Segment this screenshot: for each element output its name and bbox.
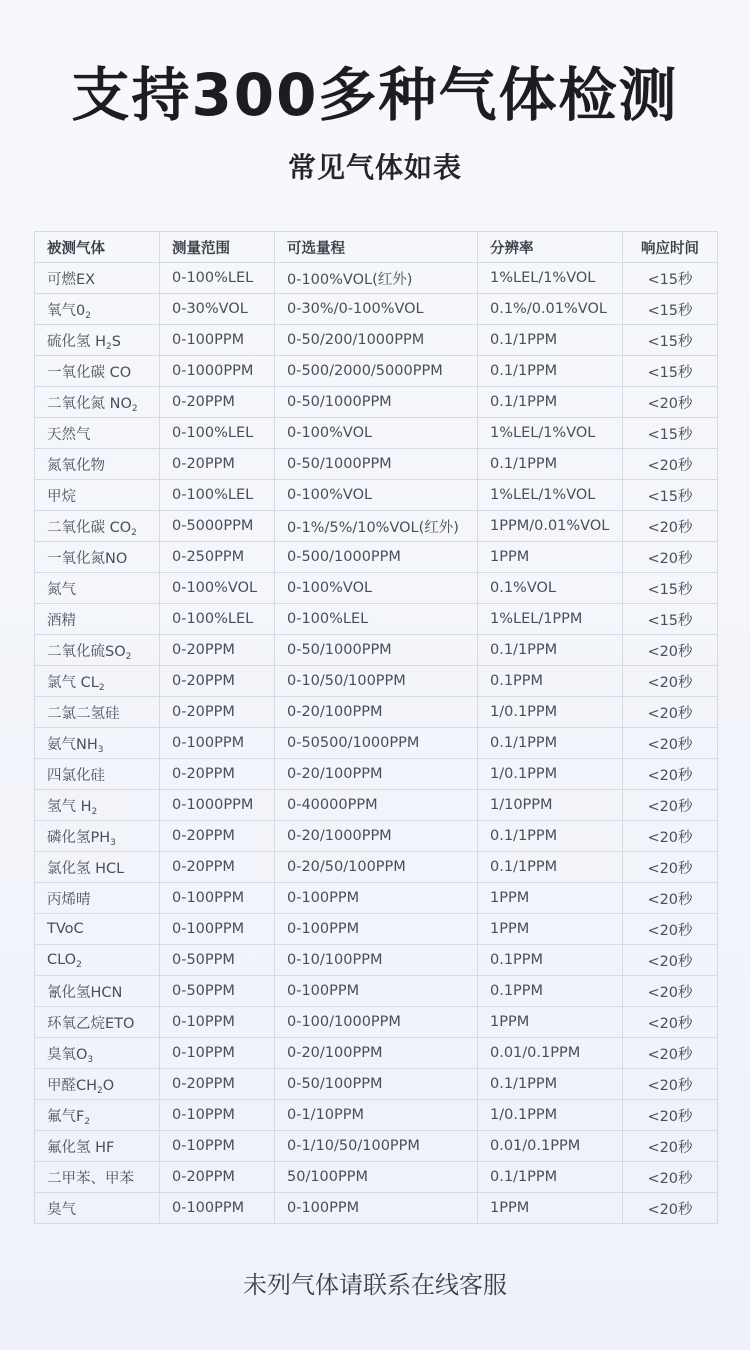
table-row [35,263,718,294]
gas-name-text: 四氯化硅 [47,767,105,784]
cell-optional-range: 0-500/2000/5000PPM [275,356,478,387]
cell-measure-range: 0-50PPM [160,945,275,976]
cell-gas-name [35,573,160,604]
cell-optional-range: 0-500/1000PPM [275,542,478,573]
cell-response-time: <15秒 [623,294,718,325]
cell-measure-range: 0-100PPM [160,1193,275,1224]
cell-measure-range: 0-20PPM [160,697,275,728]
cell-response-time: <20秒 [623,449,718,480]
cell-response-time: <20秒 [623,914,718,945]
cell-gas-name [35,1131,160,1162]
table-row [35,1162,718,1193]
cell-optional-range: 0-20/100PPM [275,1038,478,1069]
gas-name-text: O [102,1077,115,1094]
cell-resolution: 1/0.1PPM [478,759,623,790]
gas-name-text: 可燃EX [47,271,96,288]
page-title: 支持300多种气体检测 [71,61,679,129]
cell-measure-range: 0-20PPM [160,1162,275,1193]
cell-gas-name [35,480,160,511]
gas-subscript: 2 [84,1116,91,1127]
cell-optional-range: 0-20/50/100PPM [275,852,478,883]
cell-optional-range: 0-100PPM [275,914,478,945]
gas-name-text: S [111,333,121,350]
gas-name-text: 硫化氢 H [47,333,107,350]
cell-measure-range: 0-1000PPM [160,356,275,387]
cell-measure-range: 0-20PPM [160,635,275,666]
gas-name-text: 二氧化碳 CO [47,519,132,536]
gas-name-text: 氟化氢 HF [47,1139,115,1156]
cell-optional-range: 0-30%/0-100%VOL [275,294,478,325]
gas-subscript: 2 [97,1085,103,1096]
cell-resolution: 1%LEL/1%VOL [478,480,623,511]
cell-gas-name [35,697,160,728]
gas-name-text: 环氧乙烷ETO [47,1015,135,1032]
cell-resolution: 0.1/1PPM [478,1069,623,1100]
table-header-row [35,232,718,263]
cell-gas-name [35,1162,160,1193]
gas-name-text: 氢气 H [47,798,92,815]
cell-response-time: <15秒 [623,356,718,387]
cell-resolution: 1%LEL/1%VOL [478,263,623,294]
cell-gas-name [35,821,160,852]
cell-response-time: <15秒 [623,604,718,635]
gas-name-text: 天然气 [47,426,91,443]
cell-measure-range: 0-100%LEL [160,418,275,449]
cell-gas-name [35,790,160,821]
gas-subscript: 2 [76,960,82,970]
cell-response-time: <15秒 [623,263,718,294]
cell-resolution: 0.1/1PPM [478,325,623,356]
gas-subscript: 3 [110,837,116,848]
cell-response-time: <15秒 [623,573,718,604]
cell-resolution: 0.1/1PPM [478,449,623,480]
cell-resolution: 0.01/0.1PPM [478,1038,623,1069]
header-optional-range: 可选量程 [275,232,478,263]
cell-measure-range: 0-100%LEL [160,604,275,635]
cell-optional-range: 0-10/50/100PPM [275,666,478,697]
table-row [35,1038,718,1069]
cell-measure-range: 0-100%LEL [160,263,275,294]
gas-name-text: 一氧化氮NO [47,550,128,567]
table-row [35,1069,718,1100]
gas-name-text: 二甲苯、甲苯 [47,1170,134,1187]
footer-note: 未列气体请联系在线客服 [243,1271,507,1299]
cell-resolution: 1PPM [478,1007,623,1038]
cell-resolution: 0.1/1PPM [478,728,623,759]
cell-gas-name [35,1100,160,1131]
cell-resolution: 0.1PPM [478,945,623,976]
gas-table-container [34,231,717,1224]
cell-optional-range: 0-20/100PPM [275,759,478,790]
cell-optional-range: 0-50/100PPM [275,1069,478,1100]
cell-gas-name [35,387,160,418]
gas-name-text: 磷化氢PH [47,829,111,846]
cell-gas-name [35,852,160,883]
table-row [35,914,718,945]
cell-measure-range: 0-10PPM [160,1038,275,1069]
cell-optional-range: 0-100PPM [275,1193,478,1224]
cell-response-time: <20秒 [623,728,718,759]
table-row [35,883,718,914]
cell-response-time: <20秒 [623,883,718,914]
cell-resolution: 0.1%VOL [478,573,623,604]
gas-subscript: 2 [91,806,98,817]
cell-optional-range: 0-100%VOL [275,480,478,511]
table-row [35,418,718,449]
cell-gas-name [35,759,160,790]
cell-response-time: <20秒 [623,1038,718,1069]
table-row [35,356,718,387]
cell-measure-range: 0-250PPM [160,542,275,573]
cell-resolution: 0.01/0.1PPM [478,1131,623,1162]
gas-name-text: 丙烯晴 [47,891,91,908]
gas-name-text: 氟气F [47,1108,85,1125]
cell-resolution: 1%LEL/1PPM [478,604,623,635]
gas-name-text: 二氧化氮 NO [47,395,132,412]
cell-gas-name [35,945,160,976]
cell-gas-name [35,263,160,294]
gas-subscript: 2 [106,341,112,352]
cell-response-time: <20秒 [623,1162,718,1193]
gas-name-text: 氮氧化物 [47,457,105,474]
cell-measure-range: 0-100PPM [160,325,275,356]
table-row [35,1100,718,1131]
cell-optional-range: 0-50/1000PPM [275,635,478,666]
gas-name-text: 氰化氢HCN [47,984,123,1001]
cell-gas-name [35,1007,160,1038]
cell-resolution: 0.1/1PPM [478,387,623,418]
cell-response-time: <20秒 [623,511,718,542]
cell-gas-name [35,635,160,666]
cell-gas-name [35,883,160,914]
cell-measure-range: 0-20PPM [160,449,275,480]
cell-response-time: <20秒 [623,1131,718,1162]
cell-response-time: <20秒 [623,790,718,821]
header-measure-range: 测量范围 [160,232,275,263]
table-row [35,759,718,790]
cell-optional-range: 0-100%VOL(红外) [275,263,478,294]
table-row [35,945,718,976]
gas-name-text: 甲烷 [47,488,76,505]
table-row [35,790,718,821]
cell-resolution: 1PPM [478,542,623,573]
gas-name-text: 酒精 [47,612,76,629]
cell-gas-name [35,542,160,573]
cell-measure-range: 0-100PPM [160,883,275,914]
cell-gas-name [35,418,160,449]
cell-gas-name [35,356,160,387]
cell-measure-range: 0-30%VOL [160,294,275,325]
cell-resolution: 0.1%/0.01%VOL [478,294,623,325]
gas-name-text: CLO [47,952,77,968]
cell-response-time: <20秒 [623,697,718,728]
cell-measure-range: 0-10PPM [160,1131,275,1162]
header-resolution: 分辨率 [478,232,623,263]
cell-response-time: <20秒 [623,1193,718,1224]
cell-measure-range: 0-100%VOL [160,573,275,604]
table-row [35,480,718,511]
cell-resolution: 0.1PPM [478,666,623,697]
cell-optional-range: 0-100PPM [275,883,478,914]
gas-name-text: 氮气 [47,581,76,598]
table-row [35,387,718,418]
table-row [35,449,718,480]
table-row [35,573,718,604]
cell-gas-name [35,666,160,697]
page-subtitle: 常见气体如表 [287,151,462,184]
table-body [35,263,718,1224]
cell-resolution: 0.1PPM [478,976,623,1007]
cell-resolution: 0.1/1PPM [478,852,623,883]
cell-measure-range: 0-10PPM [160,1100,275,1131]
gas-name-text: 一氧化碳 CO [47,364,132,381]
gas-subscript: 2 [125,651,132,662]
gas-name-text: 二氯二氢硅 [47,705,120,722]
cell-response-time: <15秒 [623,480,718,511]
cell-optional-range: 50/100PPM [275,1162,478,1193]
cell-optional-range: 0-100%VOL [275,573,478,604]
table-row [35,635,718,666]
gas-name-text: 氯化氢 HCL [47,860,125,877]
table-row [35,604,718,635]
cell-gas-name [35,728,160,759]
cell-resolution: 0.1/1PPM [478,1162,623,1193]
gas-name-text: 甲醛CH [47,1077,98,1094]
cell-resolution: 0.1/1PPM [478,635,623,666]
cell-response-time: <20秒 [623,635,718,666]
gas-table [34,231,718,1224]
cell-response-time: <20秒 [623,976,718,1007]
gas-name-text: 二氧化硫SO [47,643,126,660]
cell-measure-range: 0-100PPM [160,728,275,759]
cell-resolution: 1/0.1PPM [478,1100,623,1131]
cell-gas-name [35,1069,160,1100]
cell-measure-range: 0-20PPM [160,666,275,697]
gas-subscript: 2 [131,527,137,538]
cell-response-time: <20秒 [623,759,718,790]
cell-measure-range: 0-100PPM [160,914,275,945]
cell-resolution: 1PPM [478,1193,623,1224]
gas-name-text: TVoC [47,921,84,937]
gas-name-text: 臭气 [47,1201,76,1218]
cell-resolution: 1/0.1PPM [478,697,623,728]
table-row [35,542,718,573]
cell-resolution: 1%LEL/1%VOL [478,418,623,449]
gas-subscript: 2 [131,403,138,414]
cell-optional-range: 0-50/200/1000PPM [275,325,478,356]
gas-name-text: 氨气NH [47,736,98,753]
cell-optional-range: 0-50500/1000PPM [275,728,478,759]
table-row [35,666,718,697]
gas-subscript: 3 [97,744,104,755]
table-row [35,697,718,728]
cell-measure-range: 0-1000PPM [160,790,275,821]
cell-resolution: 1PPM [478,883,623,914]
gas-name-text: 氧气0 [47,302,86,319]
cell-response-time: <15秒 [623,418,718,449]
table-row [35,1131,718,1162]
cell-gas-name [35,325,160,356]
cell-resolution: 0.1/1PPM [478,356,623,387]
gas-name-text: 氯气 CL [47,674,99,691]
cell-measure-range: 0-10PPM [160,1007,275,1038]
cell-optional-range: 0-1/10/50/100PPM [275,1131,478,1162]
table-row [35,821,718,852]
cell-measure-range: 0-20PPM [160,1069,275,1100]
cell-optional-range: 0-50/1000PPM [275,387,478,418]
table-row [35,976,718,1007]
table-row [35,325,718,356]
cell-optional-range: 0-1%/5%/10%VOL(红外) [275,511,478,542]
table-row [35,1007,718,1038]
cell-measure-range: 0-20PPM [160,387,275,418]
cell-response-time: <20秒 [623,945,718,976]
table-row [35,852,718,883]
gas-name-text: 臭氧O [47,1046,88,1063]
cell-measure-range: 0-20PPM [160,759,275,790]
cell-optional-range: 0-100PPM [275,976,478,1007]
cell-resolution: 1/10PPM [478,790,623,821]
cell-measure-range: 0-5000PPM [160,511,275,542]
gas-subscript: 2 [98,682,105,693]
cell-optional-range: 0-50/1000PPM [275,449,478,480]
cell-response-time: <20秒 [623,1069,718,1100]
cell-gas-name [35,976,160,1007]
cell-measure-range: 0-100%LEL [160,480,275,511]
cell-resolution: 0.1/1PPM [478,821,623,852]
cell-gas-name [35,1193,160,1224]
cell-optional-range: 0-100/1000PPM [275,1007,478,1038]
cell-gas-name [35,294,160,325]
cell-measure-range: 0-20PPM [160,821,275,852]
table-row [35,294,718,325]
cell-gas-name [35,511,160,542]
table-row [35,511,718,542]
gas-subscript: 3 [87,1054,94,1065]
cell-resolution: 1PPM [478,914,623,945]
cell-response-time: <20秒 [623,852,718,883]
cell-optional-range: 0-10/100PPM [275,945,478,976]
cell-optional-range: 0-100%LEL [275,604,478,635]
cell-resolution: 1PPM/0.01%VOL [478,511,623,542]
cell-optional-range: 0-100%VOL [275,418,478,449]
header-response-time: 响应时间 [623,232,718,263]
table-row [35,1193,718,1224]
cell-optional-range: 0-40000PPM [275,790,478,821]
cell-response-time: <20秒 [623,1100,718,1131]
cell-optional-range: 0-20/1000PPM [275,821,478,852]
cell-response-time: <20秒 [623,666,718,697]
cell-gas-name [35,604,160,635]
cell-optional-range: 0-1/10PPM [275,1100,478,1131]
cell-optional-range: 0-20/100PPM [275,697,478,728]
cell-response-time: <20秒 [623,821,718,852]
cell-response-time: <20秒 [623,387,718,418]
cell-gas-name [35,914,160,945]
cell-response-time: <20秒 [623,542,718,573]
header-gas: 被测气体 [35,232,160,263]
cell-response-time: <15秒 [623,325,718,356]
table-row [35,728,718,759]
gas-subscript: 2 [85,310,91,321]
cell-response-time: <20秒 [623,1007,718,1038]
cell-gas-name [35,1038,160,1069]
cell-measure-range: 0-50PPM [160,976,275,1007]
cell-gas-name [35,449,160,480]
cell-measure-range: 0-20PPM [160,852,275,883]
